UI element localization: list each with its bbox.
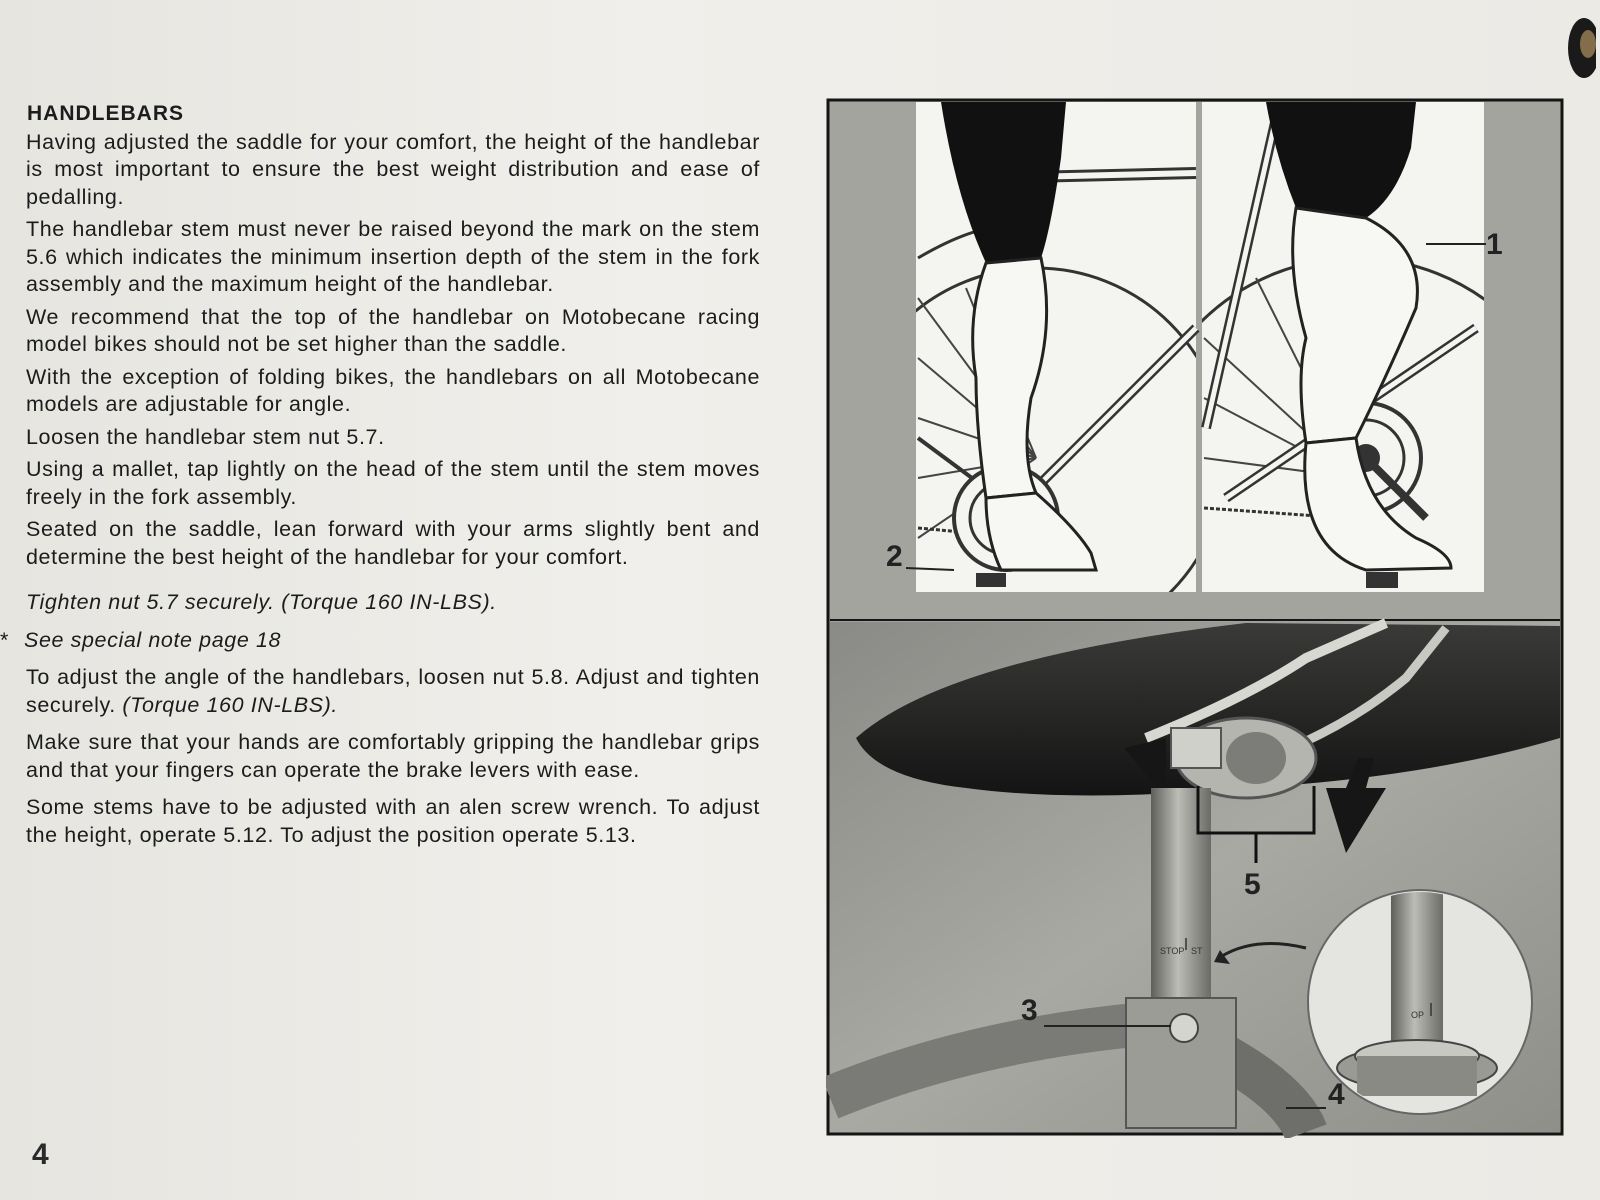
paragraph-mallet: Using a mallet, tap lightly on the head of the stem until the stem moves freely in the fork assembly. <box>26 457 760 509</box>
paragraph-angle-adjust <box>26 664 760 719</box>
paragraph-grips: Make sure that your hands are comfortably gripping the handlebar grips and that your fingers can operate the brake levers with ease. <box>26 730 760 782</box>
paragraph-angle-models: With the exception of folding bikes, the handlebars on all Motobecane models are adjustable for angle. <box>26 364 760 416</box>
text-column <box>0 100 760 854</box>
paragraph-seated: Seated on the saddle, lean forward with your arms slightly bent and determine the best height of the handlebar for your comfort. <box>26 517 760 569</box>
section-heading: HANDLEBARS <box>27 102 184 125</box>
figure-label-3: 3 <box>1021 994 1038 1027</box>
asterisk-bullet: * <box>0 627 9 652</box>
angle-torque-note: (Torque 160 IN-LBS). <box>122 692 338 717</box>
figure-label-1: 1 <box>1486 228 1503 261</box>
illustration-svg <box>826 98 1566 1138</box>
bottom-panel <box>830 622 1560 1132</box>
paragraph-stem-mark: The handlebar stem must never be raised beyond the mark on the stem 5.6 which indicates the minimum insertion depth of the stem in the fork assembly and the maximum height of the handlebar. <box>26 217 760 296</box>
paragraph-allen-screw: Some stems have to be adjusted with an alen screw wrench. To adjust the height, operate 5.12. To adjust the position operate 5.13. <box>26 795 760 847</box>
figure-label-2: 2 <box>886 540 903 573</box>
special-note-text: See special note page 18 <box>24 627 282 652</box>
special-note <box>0 627 760 655</box>
inset-stop-mark-text: OP <box>1411 1010 1425 1020</box>
paragraph-recommend: We recommend that the top of the handlebar on Motobecane racing model bikes should not be set higher than the saddle. <box>26 304 760 356</box>
top-panel <box>830 102 1566 698</box>
stop-mark-short-text: ST <box>1191 946 1203 956</box>
angle-adjust-text: To adjust the angle of the handlebars, loosen nut 5.8. Adjust and tighten securely. <box>26 665 760 717</box>
figure-label-5: 5 <box>1244 868 1261 901</box>
paragraph-intro: Having adjusted the saddle for your comfort, the height of the handlebar is most important to ensure the best weight distribution and ease of pedalling. <box>26 129 760 209</box>
tighten-note: Tighten nut 5.7 securely. (Torque 160 IN-LBS). <box>26 590 497 614</box>
page-number: 4 <box>32 1138 49 1171</box>
binder-hole-shadow <box>1556 14 1596 84</box>
figure-label-4: 4 <box>1328 1078 1345 1111</box>
paragraph-loosen: Loosen the handlebar stem nut 5.7. <box>26 424 385 449</box>
stop-mark-text: STOP <box>1160 946 1185 956</box>
illustration-figure <box>826 98 1566 1138</box>
